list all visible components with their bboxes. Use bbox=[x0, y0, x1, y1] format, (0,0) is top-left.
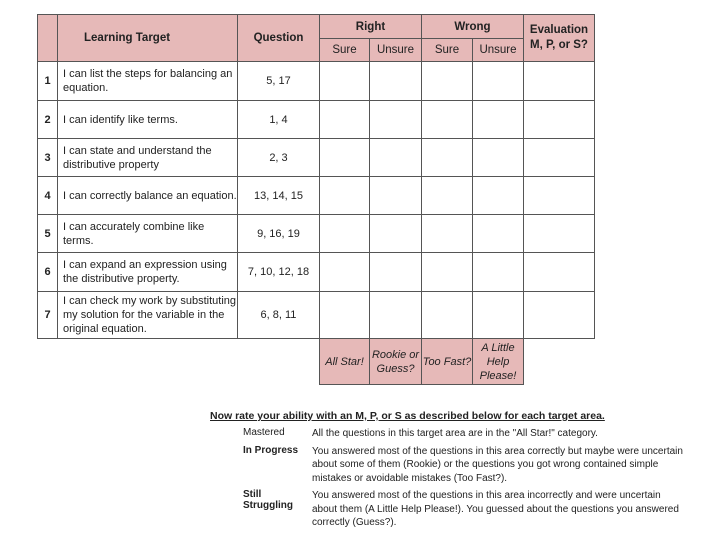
table-row bbox=[38, 139, 595, 177]
evaluation-cell[interactable] bbox=[524, 292, 595, 339]
wrong-sure-cell[interactable] bbox=[422, 62, 473, 101]
row-target: I can accurately combine like terms. bbox=[58, 215, 238, 253]
row-target: I can identify like terms. bbox=[58, 101, 238, 139]
rating-desc: You answered most of the questions in this area incorrectly and were uncertain about them (A Little Help Please!). You guessed about the questions you answered correctly (Guess?). bbox=[312, 490, 679, 528]
header-right-unsure: Unsure bbox=[370, 39, 422, 62]
header-question: Question bbox=[238, 15, 320, 62]
row-questions: 7, 10, 12, 18 bbox=[238, 253, 320, 292]
rating-item bbox=[210, 445, 690, 486]
wrong-unsure-cell[interactable] bbox=[473, 101, 524, 139]
wrong-sure-cell[interactable] bbox=[422, 139, 473, 177]
label-rookie: Rookie or Guess? bbox=[370, 339, 422, 385]
header-right-sure: Sure bbox=[320, 39, 370, 62]
header-wrong: Wrong bbox=[422, 15, 524, 39]
wrong-unsure-cell[interactable] bbox=[473, 215, 524, 253]
right-unsure-cell[interactable] bbox=[370, 177, 422, 215]
header-evaluation: Evaluation M, P, or S? bbox=[524, 15, 595, 62]
table-row bbox=[38, 253, 595, 292]
right-sure-cell[interactable] bbox=[320, 139, 370, 177]
label-too-fast: Too Fast? bbox=[422, 339, 473, 385]
right-sure-cell[interactable] bbox=[320, 101, 370, 139]
rating-desc: You answered most of the questions in this area correctly but maybe were uncertain about some of them (Rookie) or the questions you got wrong contained simple mistakes or avoidable mistakes (Too Fast?). bbox=[312, 445, 683, 484]
wrong-unsure-cell[interactable] bbox=[473, 177, 524, 215]
right-sure-cell[interactable] bbox=[320, 253, 370, 292]
right-sure-cell[interactable] bbox=[320, 215, 370, 253]
row-questions: 13, 14, 15 bbox=[238, 177, 320, 215]
label-all-star: All Star! bbox=[320, 339, 370, 385]
label-little-help: A Little Help Please! bbox=[473, 339, 524, 385]
rating-term: In Progress bbox=[243, 444, 299, 456]
evaluation-cell[interactable] bbox=[524, 101, 595, 139]
table-row bbox=[38, 62, 595, 101]
row-questions: 1, 4 bbox=[238, 101, 320, 139]
right-sure-cell[interactable] bbox=[320, 292, 370, 339]
right-unsure-cell[interactable] bbox=[370, 139, 422, 177]
row-number: 7 bbox=[38, 292, 58, 339]
right-unsure-cell[interactable] bbox=[370, 62, 422, 101]
wrong-unsure-cell[interactable] bbox=[473, 139, 524, 177]
header-wrong-sure: Sure bbox=[422, 39, 473, 62]
row-questions: 2, 3 bbox=[238, 139, 320, 177]
right-unsure-cell[interactable] bbox=[370, 101, 422, 139]
row-target: I can list the steps for balancing an equation. bbox=[58, 62, 238, 101]
right-unsure-cell[interactable] bbox=[370, 292, 422, 339]
wrong-sure-cell[interactable] bbox=[422, 177, 473, 215]
rating-title: Now rate your ability with an M, P, or S as described below for each target area. bbox=[210, 410, 605, 422]
row-number: 2 bbox=[38, 101, 58, 139]
rating-item bbox=[210, 489, 690, 530]
row-questions: 6, 8, 11 bbox=[238, 292, 320, 339]
evaluation-cell[interactable] bbox=[524, 62, 595, 101]
evaluation-cell[interactable] bbox=[524, 139, 595, 177]
wrong-unsure-cell[interactable] bbox=[473, 292, 524, 339]
row-number: 1 bbox=[38, 62, 58, 101]
row-number: 3 bbox=[38, 139, 58, 177]
row-target: I can state and understand the distributive property bbox=[58, 139, 238, 177]
evaluation-cell[interactable] bbox=[524, 215, 595, 253]
right-sure-cell[interactable] bbox=[320, 177, 370, 215]
header-number bbox=[38, 15, 58, 62]
learning-targets-table bbox=[37, 14, 595, 385]
evaluation-cell[interactable] bbox=[524, 253, 595, 292]
rating-term: Mastered bbox=[243, 427, 285, 438]
table-row bbox=[38, 101, 595, 139]
wrong-unsure-cell[interactable] bbox=[473, 62, 524, 101]
right-unsure-cell[interactable] bbox=[370, 215, 422, 253]
row-target: I can correctly balance an equation. bbox=[58, 177, 238, 215]
header-learning-target: Learning Target bbox=[58, 15, 238, 62]
row-questions: 5, 17 bbox=[238, 62, 320, 101]
table-row bbox=[38, 292, 595, 339]
row-number: 5 bbox=[38, 215, 58, 253]
right-sure-cell[interactable] bbox=[320, 62, 370, 101]
row-number: 4 bbox=[38, 177, 58, 215]
row-target: I can check my work by substituting my solution for the variable in the original equation. bbox=[58, 292, 238, 339]
row-questions: 9, 16, 19 bbox=[238, 215, 320, 253]
wrong-sure-cell[interactable] bbox=[422, 292, 473, 339]
row-number: 6 bbox=[38, 253, 58, 292]
rating-term: Still Struggling bbox=[243, 489, 293, 511]
rating-desc: All the questions in this target area are in the "All Star!" category. bbox=[312, 428, 598, 439]
wrong-sure-cell[interactable] bbox=[422, 215, 473, 253]
header-wrong-unsure: Unsure bbox=[473, 39, 524, 62]
right-unsure-cell[interactable] bbox=[370, 253, 422, 292]
category-label-row bbox=[38, 339, 595, 385]
evaluation-cell[interactable] bbox=[524, 177, 595, 215]
row-target: I can expand an expression using the distributive property. bbox=[58, 253, 238, 292]
table-row bbox=[38, 215, 595, 253]
rating-instructions bbox=[210, 410, 690, 534]
rating-item bbox=[210, 427, 690, 441]
wrong-sure-cell[interactable] bbox=[422, 253, 473, 292]
header-right: Right bbox=[320, 15, 422, 39]
wrong-sure-cell[interactable] bbox=[422, 101, 473, 139]
table-row bbox=[38, 177, 595, 215]
wrong-unsure-cell[interactable] bbox=[473, 253, 524, 292]
